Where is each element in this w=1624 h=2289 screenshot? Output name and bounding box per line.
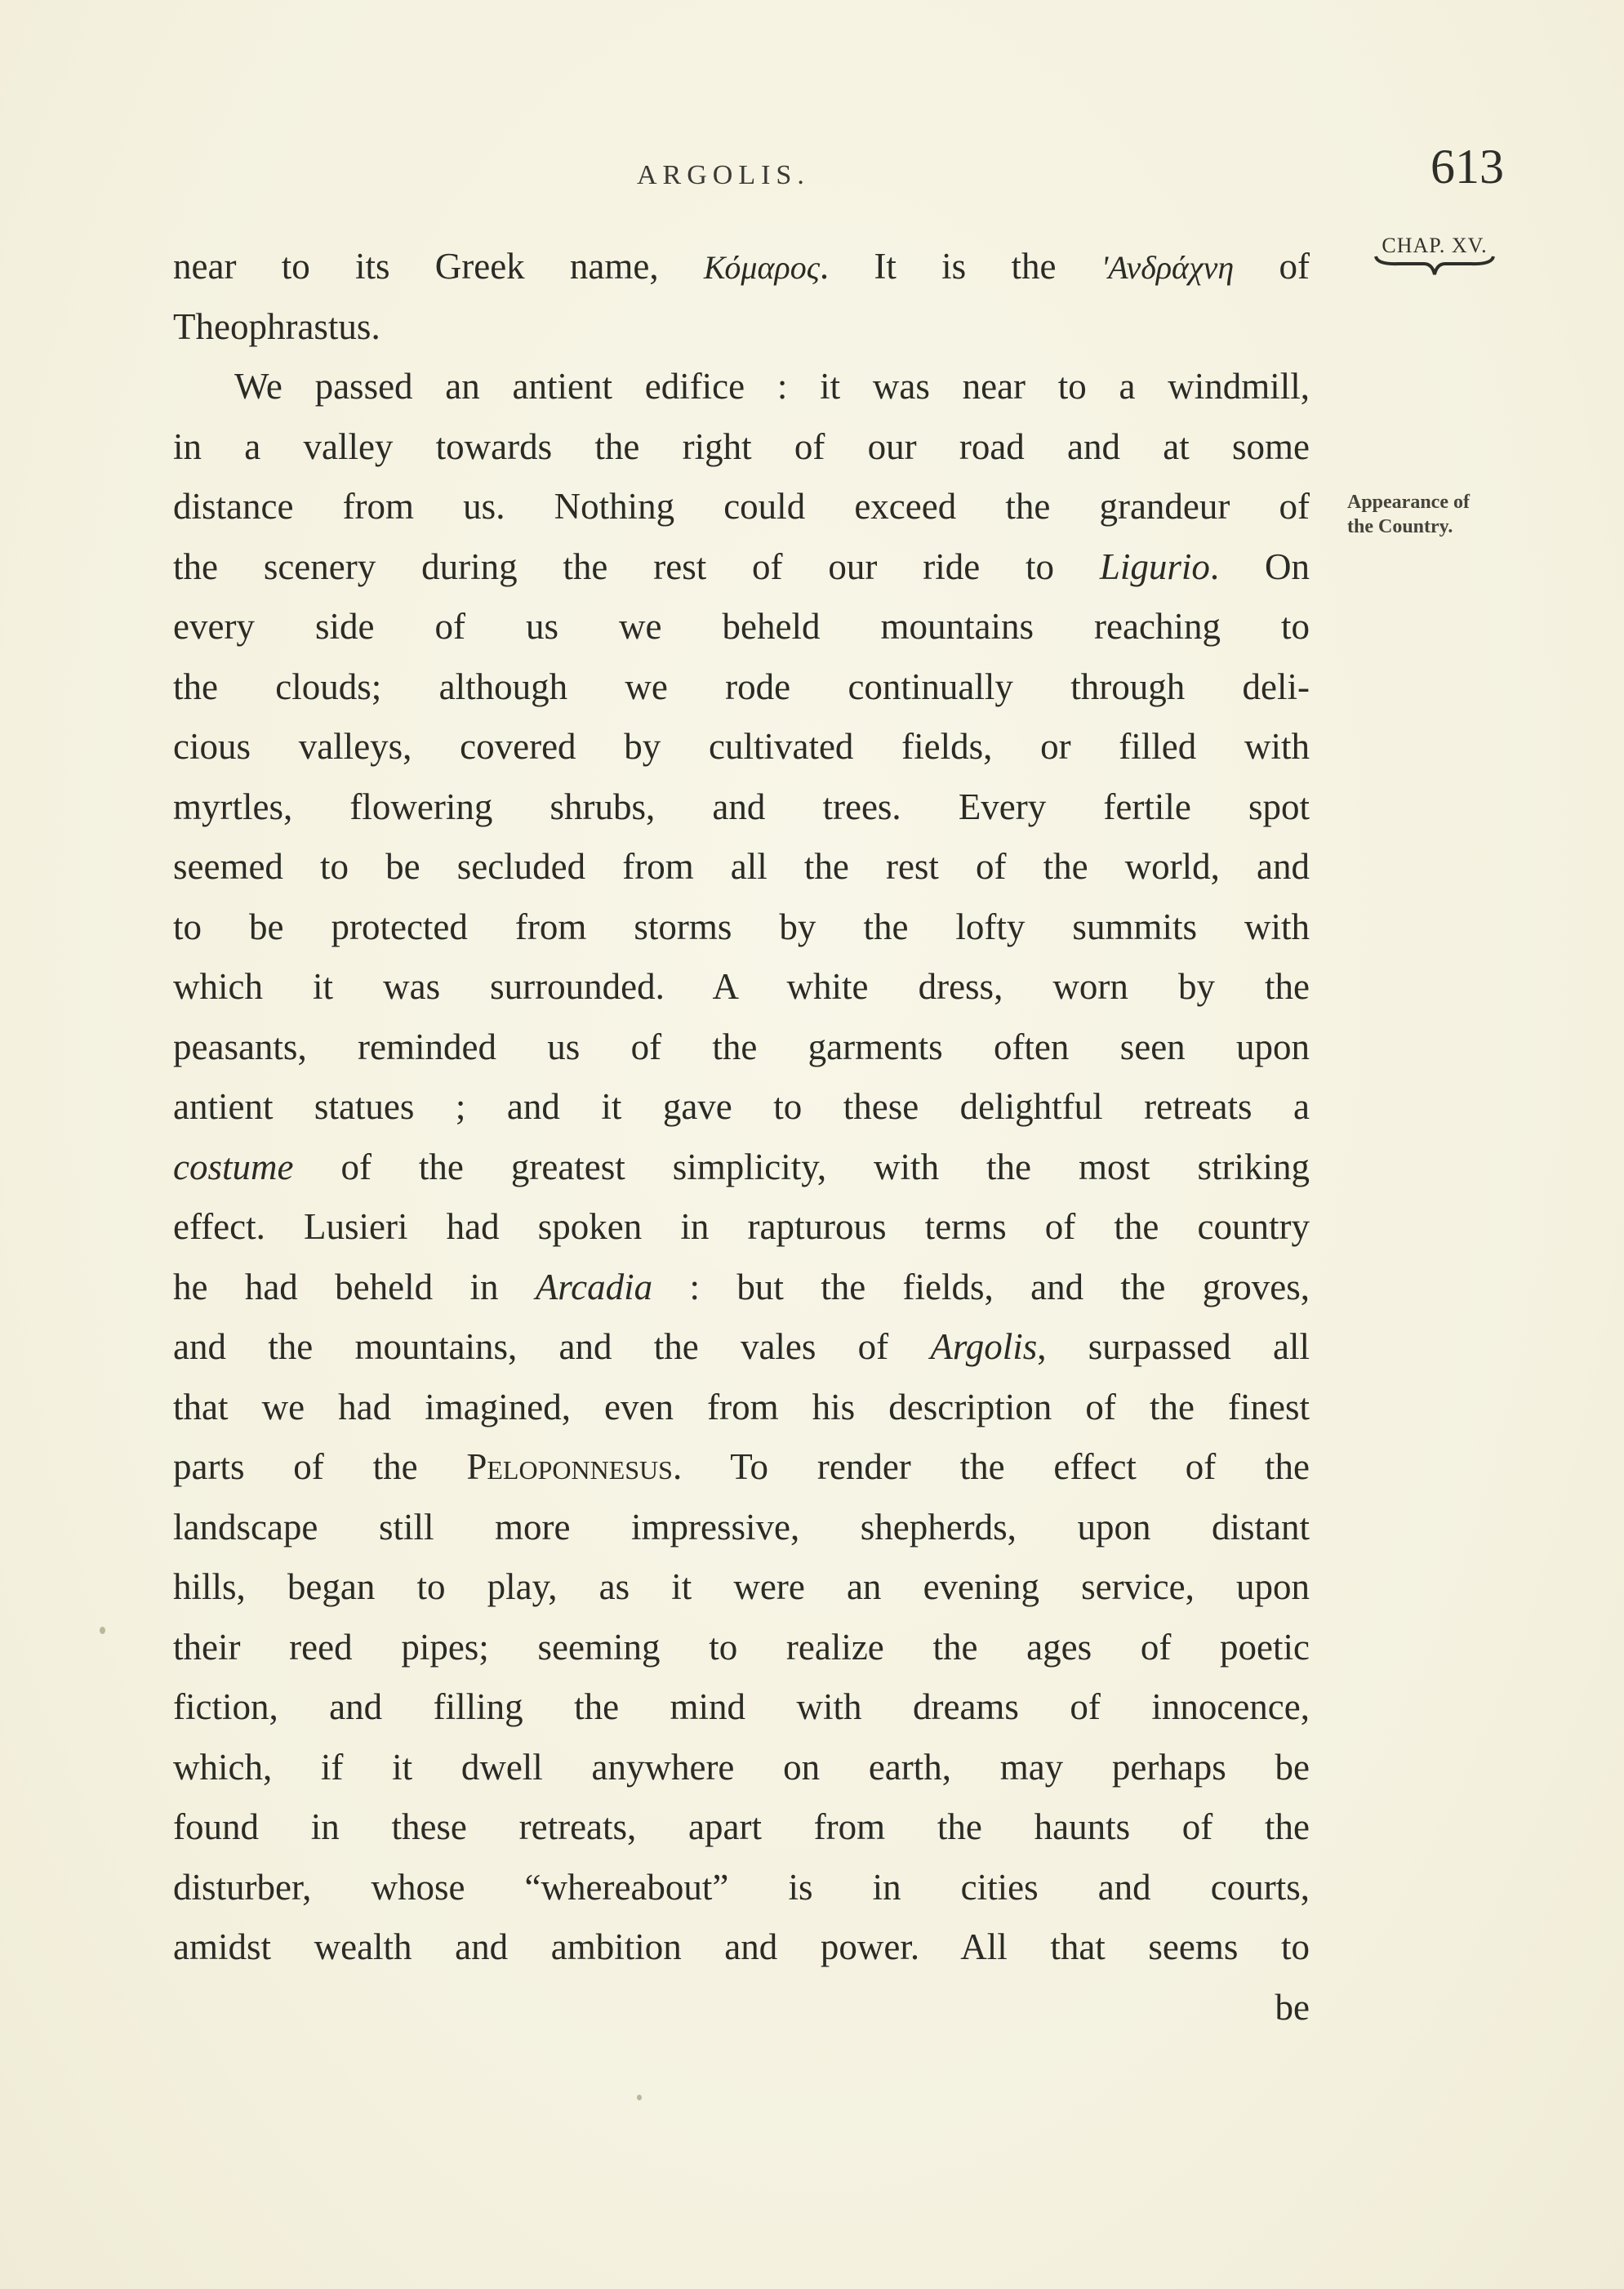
text-line bbox=[173, 1138, 1310, 1198]
text-line: that we had imagined, even from his description of the finest bbox=[173, 1386, 1310, 1427]
text-line: fiction, and filling the mind with dreams of innocence, bbox=[173, 1686, 1310, 1727]
text-span: and the mountains, and the vales of bbox=[173, 1326, 931, 1367]
text-span: . On bbox=[1209, 546, 1310, 587]
text-line: Theophrastus. bbox=[173, 305, 380, 347]
text-line: every side of us we beheld mountains reaching to bbox=[173, 606, 1310, 647]
side-note-line: the Country. bbox=[1347, 516, 1453, 537]
text-span: . To render the effect of the bbox=[672, 1446, 1310, 1487]
text-line bbox=[173, 537, 1310, 598]
chapter-label: CHAP. XV. bbox=[1382, 234, 1488, 257]
text-line: which it was surrounded. A white dress, worn by the bbox=[173, 966, 1310, 1007]
text-line: peasants, reminded us of the garments often seen upon bbox=[173, 1026, 1310, 1067]
italic-place-name: Arcadia bbox=[535, 1266, 653, 1307]
text-line bbox=[173, 1258, 1310, 1318]
text-line: found in these retreats, apart from the haunts of the bbox=[173, 1806, 1310, 1847]
text-span: : but the fields, and the groves, bbox=[652, 1266, 1310, 1307]
catchword: be bbox=[1275, 1986, 1310, 2028]
text-line: antient statues ; and it gave to these delightful retreats a bbox=[173, 1086, 1310, 1127]
body-text bbox=[173, 237, 1310, 2037]
text-span: near to its Greek name, bbox=[173, 246, 704, 287]
text-span: the scenery during the rest of our ride to bbox=[173, 546, 1100, 587]
text-span: parts of the bbox=[173, 1446, 467, 1487]
text-line: hills, began to play, as it were an evening service, upon bbox=[173, 1566, 1310, 1607]
text-span: of bbox=[1234, 246, 1310, 287]
side-note-line: Appearance of bbox=[1347, 492, 1470, 513]
text-line: seemed to be secluded from all the rest of the world, and bbox=[173, 846, 1310, 887]
text-line: disturber, whose “whereabout” is in cities and courts, bbox=[173, 1866, 1310, 1908]
paper-speck bbox=[100, 1627, 105, 1634]
text-line: effect. Lusieri had spoken in rapturous terms of the country bbox=[173, 1206, 1310, 1247]
text-span: he had beheld in bbox=[173, 1266, 536, 1307]
italic-word: costume bbox=[173, 1146, 294, 1187]
text-line: their reed pipes; seeming to realize the ages of poetic bbox=[173, 1626, 1310, 1668]
text-line: landscape still more impressive, shepherds, upon distant bbox=[173, 1506, 1310, 1548]
page-number: 613 bbox=[1430, 140, 1504, 194]
text-line: cious valleys, covered by cultivated fields, or filled with bbox=[173, 726, 1310, 767]
text-line bbox=[173, 1317, 1310, 1378]
paper-speck bbox=[637, 2095, 642, 2100]
text-line: amidst wealth and ambition and power. All that seems to bbox=[173, 1926, 1310, 1967]
italic-place-name: Ligurio bbox=[1099, 546, 1210, 587]
text-line bbox=[173, 1437, 1310, 1498]
greek-word: Κόμαρος bbox=[703, 249, 820, 286]
running-head: ARGOLIS. bbox=[637, 160, 810, 190]
side-note-appearance bbox=[1347, 490, 1470, 539]
chapter-marginal-note bbox=[1357, 234, 1512, 276]
text-span: . It is the bbox=[819, 246, 1101, 287]
text-line bbox=[173, 237, 1310, 297]
paragraph-start-line: We passed an antient edifice : it was near to a windmill, bbox=[234, 366, 1310, 407]
text-span: of the greatest simplicity, with the most striking bbox=[293, 1146, 1310, 1187]
greek-word: 'Ανδράχνη bbox=[1101, 249, 1235, 286]
text-line: which, if it dwell anywhere on earth, may perhaps be bbox=[173, 1746, 1310, 1788]
text-line: distance from us. Nothing could exceed the grandeur of bbox=[173, 486, 1310, 527]
text-line: the clouds; although we rode continually through deli- bbox=[173, 666, 1310, 707]
text-line: in a valley towards the right of our road and at some bbox=[173, 425, 1310, 467]
italic-place-name: Argolis bbox=[930, 1326, 1038, 1367]
text-line: to be protected from storms by the lofty summits with bbox=[173, 906, 1310, 947]
small-caps-place-name: Peloponnesus bbox=[466, 1446, 673, 1487]
text-line: myrtles, flowering shrubs, and trees. Every fertile spot bbox=[173, 786, 1310, 827]
text-span: , surpassed all bbox=[1037, 1326, 1310, 1367]
